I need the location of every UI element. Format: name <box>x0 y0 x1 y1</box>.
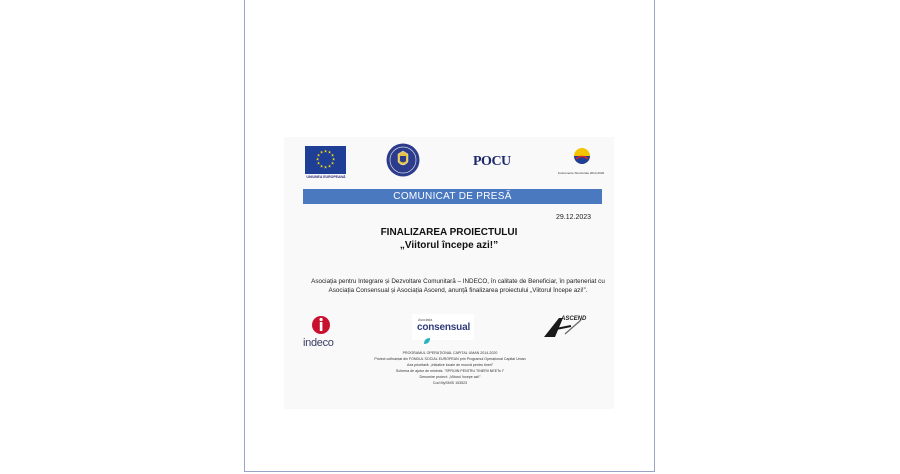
program-footer <box>300 350 600 386</box>
structural-instruments-caption: Instrumente Structurale 2014-2020 <box>557 171 605 175</box>
title-line-1: FINALIZAREA PROIECTULUI <box>380 227 518 238</box>
ascend-logo-text: ASCEND <box>561 316 587 322</box>
footer-line: Axa prioritară: „Inițiative locale de muncă pentru tineri” <box>406 363 494 367</box>
consensual-logo-small-text: Asociația <box>418 318 433 322</box>
svg-text:★: ★ <box>319 163 324 169</box>
svg-text:★: ★ <box>316 152 321 158</box>
footer-line: Proiect cofinanțat din FONDUL SOCIAL EUROPEAN prin Programul Operațional Capital Uman <box>374 357 526 361</box>
svg-text:★: ★ <box>323 164 328 170</box>
announcement-paragraph: Asociația pentru Integrare și Dezvoltare Comunitară – INDECO, în calitate de Beneficiar, în parteneriat cu Asociația Consensual și Asociația Ascend, anunță finalizarea proiectului „Viitorul începe azi!”. <box>311 278 605 294</box>
footer-line: PROGRAMUL OPERAȚIONAL CAPITAL UMAN 2014-2020 <box>402 351 498 355</box>
svg-text:★: ★ <box>331 156 336 162</box>
title-line-2: „Viitorul începe azi!” <box>399 240 499 251</box>
svg-text:★: ★ <box>330 160 335 166</box>
pocu-logo <box>473 152 509 170</box>
svg-text:★: ★ <box>330 152 335 158</box>
svg-text:★: ★ <box>327 163 332 169</box>
eu-caption: UNIUNEA EUROPEANĂ <box>306 175 346 179</box>
svg-text:★: ★ <box>323 148 328 154</box>
footer-line: Denumire proiect: „Viitorul începe azi!” <box>419 375 481 379</box>
svg-text:★: ★ <box>315 156 320 162</box>
press-release-header: COMUNICAT DE PRESĂ <box>303 189 602 204</box>
indeco-logo-text: indeco <box>303 337 334 349</box>
consensual-logo-text: consensual <box>417 322 471 333</box>
indeco-mark-icon <box>311 315 331 335</box>
footer-line: Schema de ajutor de minimis: "SPRIJIN PENTRU TINERII NEETs I" <box>395 369 505 373</box>
footer-line: Cod MySMIS 153523 <box>432 381 468 385</box>
release-date: 29.12.2023 <box>556 214 592 221</box>
svg-text:★: ★ <box>319 149 324 155</box>
government-seal-logo <box>386 143 420 177</box>
consensual-leaf-icon <box>423 332 431 340</box>
svg-text:★: ★ <box>316 160 321 166</box>
eu-flag-logo <box>305 146 346 174</box>
pocu-text: POCU <box>473 154 511 169</box>
svg-text:★: ★ <box>327 149 332 155</box>
